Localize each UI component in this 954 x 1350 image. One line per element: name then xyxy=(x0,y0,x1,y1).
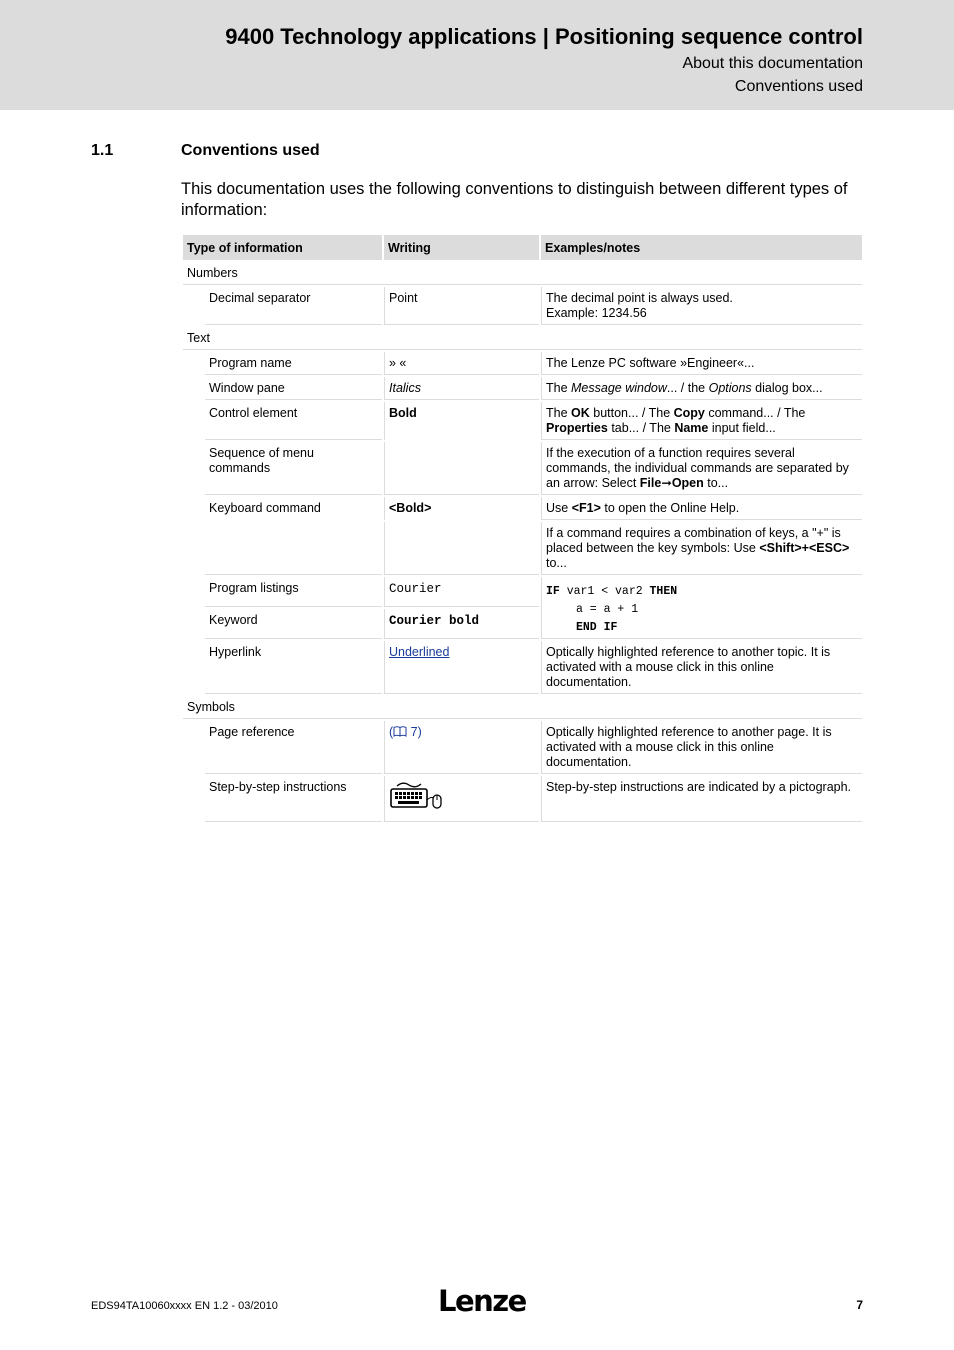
table-row xyxy=(183,352,862,375)
section-heading: Conventions used xyxy=(181,142,320,159)
table-row xyxy=(183,776,862,822)
writing-cell: <Bold> xyxy=(384,497,539,520)
table-row xyxy=(183,577,862,607)
example-cell: The decimal point is always used. Example: 1234.56 xyxy=(541,287,862,325)
example-cell: The Lenze PC software »Engineer«... xyxy=(541,352,862,375)
writing-cell: Courier xyxy=(384,577,539,607)
table-row xyxy=(183,287,862,325)
conventions-table xyxy=(181,233,864,824)
writing-cell: Point xyxy=(384,287,539,325)
table-row xyxy=(183,402,862,440)
section-title-header: Conventions used xyxy=(734,78,863,95)
example-cell: Optically highlighted reference to another topic. It is activated with a mouse click in this online documentation. xyxy=(541,641,862,694)
type-cell: Program name xyxy=(205,352,382,375)
category-label: Symbols xyxy=(183,696,862,719)
table-row xyxy=(183,641,862,694)
example-cell: If a command requires a combination of keys, a "+" is placed between the key symbols: Use <Shift>+<ESC> to... xyxy=(541,522,862,575)
document-id: EDS94TA10060xxxx EN 1.2 - 03/2010 xyxy=(91,1300,278,1312)
code-example-cell: IF var1 < var2 THEN a = a + 1 END IF xyxy=(541,577,862,639)
section-number: 1.1 xyxy=(91,142,114,159)
lenze-logo: Lenze xyxy=(438,1284,526,1318)
category-label: Text xyxy=(183,327,862,350)
example-cell: Step-by-step instructions are indicated by a pictograph. xyxy=(541,776,862,822)
example-cell: Use <F1> to open the Online Help. xyxy=(541,497,862,520)
page-reference-link[interactable]: ( 7) xyxy=(389,725,422,739)
example-cell: Optically highlighted reference to another page. It is activated with a mouse click in this online documentation. xyxy=(541,721,862,774)
table-row xyxy=(183,377,862,400)
type-cell: Control element xyxy=(205,402,382,440)
header-examples: Examples/notes xyxy=(541,235,862,260)
writing-cell: Italics xyxy=(384,377,539,400)
table-row xyxy=(183,497,862,520)
category-row-symbols xyxy=(183,696,862,719)
category-row-numbers xyxy=(183,262,862,285)
keyboard-mouse-icon xyxy=(389,780,445,810)
intro-paragraph: This documentation uses the following conventions to distinguish between different types of information: xyxy=(181,180,848,219)
example-cell: The Message window... / the Options dialog box... xyxy=(541,377,862,400)
hyperlink-example[interactable]: Underlined xyxy=(389,645,450,659)
writing-cell xyxy=(384,641,539,694)
book-icon xyxy=(393,726,407,737)
page-header xyxy=(0,0,954,110)
category-row-text xyxy=(183,327,862,350)
writing-cell: Bold xyxy=(384,402,539,440)
writing-cell: » « xyxy=(384,352,539,375)
type-cell: Step-by-step instructions xyxy=(205,776,382,822)
page-number: 7 xyxy=(856,1298,863,1312)
type-cell: Program listings xyxy=(205,577,382,607)
table-row xyxy=(183,522,862,575)
writing-cell xyxy=(384,721,539,774)
arrow-icon: ➞ xyxy=(661,476,672,490)
header-writing: Writing xyxy=(384,235,539,260)
table-row xyxy=(183,721,862,774)
type-cell: Window pane xyxy=(205,377,382,400)
table-row xyxy=(183,442,862,495)
example-cell: If the execution of a function requires several commands, the individual commands are separated by an arrow: Select File➞Open to... xyxy=(541,442,862,495)
header-type: Type of information xyxy=(183,235,382,260)
category-label: Numbers xyxy=(183,262,862,285)
type-cell: Page reference xyxy=(205,721,382,774)
table-header-row xyxy=(183,235,862,260)
document-title: 9400 Technology applications | Positioning sequence control xyxy=(225,24,863,49)
type-cell: Keyboard command xyxy=(209,501,321,515)
chapter-title: About this documentation xyxy=(682,55,863,72)
writing-cell xyxy=(384,776,539,822)
writing-cell xyxy=(384,442,539,495)
example-cell: The OK button... / The Copy command... / The Properties tab... / The Name input field... xyxy=(541,402,862,440)
type-cell: Decimal separator xyxy=(205,287,382,325)
type-cell: Hyperlink xyxy=(205,641,382,694)
type-cell: Keyword xyxy=(205,609,382,639)
type-cell: Sequence of menu commands xyxy=(205,442,382,495)
writing-cell: Courier bold xyxy=(384,609,539,639)
